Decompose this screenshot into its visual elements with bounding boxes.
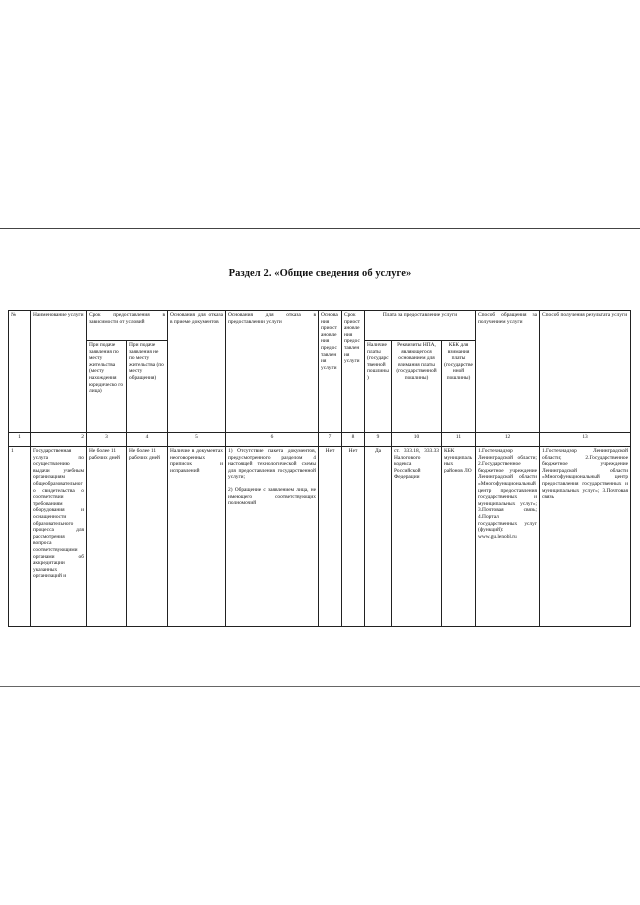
- column-number: 9: [365, 433, 392, 447]
- subheader-fee-presence: Наличие платы (государственной пошлины): [365, 341, 392, 433]
- term-residence-cell: Не более 11 рабочих дней: [87, 447, 127, 627]
- column-number: 4: [127, 433, 168, 447]
- header-term: Срок предоставления в зависимости от условий: [87, 311, 168, 341]
- column-number: 7: [319, 433, 342, 447]
- row-number: 1: [9, 447, 31, 627]
- page-title: Раздел 2. «Общие сведения об услуге»: [228, 268, 412, 279]
- fee-npa-cell: ст. 333.18, 333.33 Налогового кодекса Российской Федерации: [392, 447, 442, 627]
- page-edge-top: [0, 228, 640, 229]
- header-row: [9, 311, 631, 341]
- column-number: 2: [31, 433, 87, 447]
- refuse-provide-item: 2) Обращение с заявлением лица, не имеющего соответствующих полномочий: [228, 486, 316, 507]
- column-number: 1: [9, 433, 31, 447]
- column-number: 3: [87, 433, 127, 447]
- subheader-fee-kbk: КБК для взимания платы (государственной пошлины): [442, 341, 476, 433]
- subheader-fee-npa: Реквизиты НПА, являющегося основанием для взимания платы (государственной пошлины): [392, 341, 442, 433]
- header-suspend-grounds: Основания приостановления предоставления услуги: [319, 311, 342, 433]
- refuse-provide-cell: [226, 447, 319, 627]
- header-fee: Плата за предоставление услуги: [365, 311, 476, 341]
- column-number: 10: [392, 433, 442, 447]
- refuse-provide-item: 1) Отсутствие пакета документов, предусмотренного разделом 4 настоящей технологической схемы для предоставления государственной услуги;: [228, 448, 316, 481]
- header-number: №: [9, 311, 31, 433]
- result-method-cell: 1.Гостехнадзор Ленинградской области; 2.Государственное бюджетное учреждение Ленинградской области «Многофункциональный центр предоставления государственных и муниципальных услуг»; 3.Почтовая связь: [540, 447, 631, 627]
- apply-method-cell: 1.Гостехнадзор Ленинградской области; 2.Государственное бюджетное учреждение Ленинградской области «Многофункциональный центр предоставления государственных и муниципальных услуг»; 3.Почтовая связь; 4.Портал государственных услуг (функций): www.gu.lenobl.ru: [476, 447, 540, 627]
- header-refuse-provide: Основания для отказа в предоставлении услуги: [226, 311, 319, 433]
- header-result-method: Способ получения результата услуги: [540, 311, 631, 433]
- column-number-row: [9, 433, 631, 447]
- service-name-cell: Государственная услуга по осуществлению выдачи учебным организациям общеобразовательного свидетельства о соответствии требованиям оборудования и оснащенности образовательного процесса для рассмотрения вопроса соответствующими органами об аккредитации указанных организаций и: [31, 447, 87, 627]
- column-number: 5: [168, 433, 226, 447]
- column-number: 8: [342, 433, 365, 447]
- fee-kbk-cell: КБК муниципальных районов ЛО: [442, 447, 476, 627]
- column-number: 11: [442, 433, 476, 447]
- fee-presence-cell: Да: [365, 447, 392, 627]
- table-row: [9, 447, 631, 627]
- header-suspend-term: Срок приостановления предоставления услуги: [342, 311, 365, 433]
- header-apply-method: Способ обращения за получением услуги: [476, 311, 540, 433]
- subheader-term-residence: При подаче заявления по месту жительства (месту нахождения юридическо го лица): [87, 341, 127, 433]
- column-number: 13: [540, 433, 631, 447]
- column-number: 6: [226, 433, 319, 447]
- refuse-accept-cell: Наличие в документах неоговоренных приписок и исправлений: [168, 447, 226, 627]
- term-other-cell: Не более 11 рабочих дней: [127, 447, 168, 627]
- suspend-grounds-cell: Нет: [319, 447, 342, 627]
- header-refuse-accept: Основания для отказа в приеме документов: [168, 311, 226, 433]
- subheader-term-other: При подаче заявления не по месту жительства (по месту обращения): [127, 341, 168, 433]
- header-service-name: Наименование услуги: [31, 311, 87, 433]
- page-edge-bottom: [0, 686, 640, 687]
- suspend-term-cell: Нет: [342, 447, 365, 627]
- service-info-table: [8, 310, 631, 627]
- column-number: 12: [476, 433, 540, 447]
